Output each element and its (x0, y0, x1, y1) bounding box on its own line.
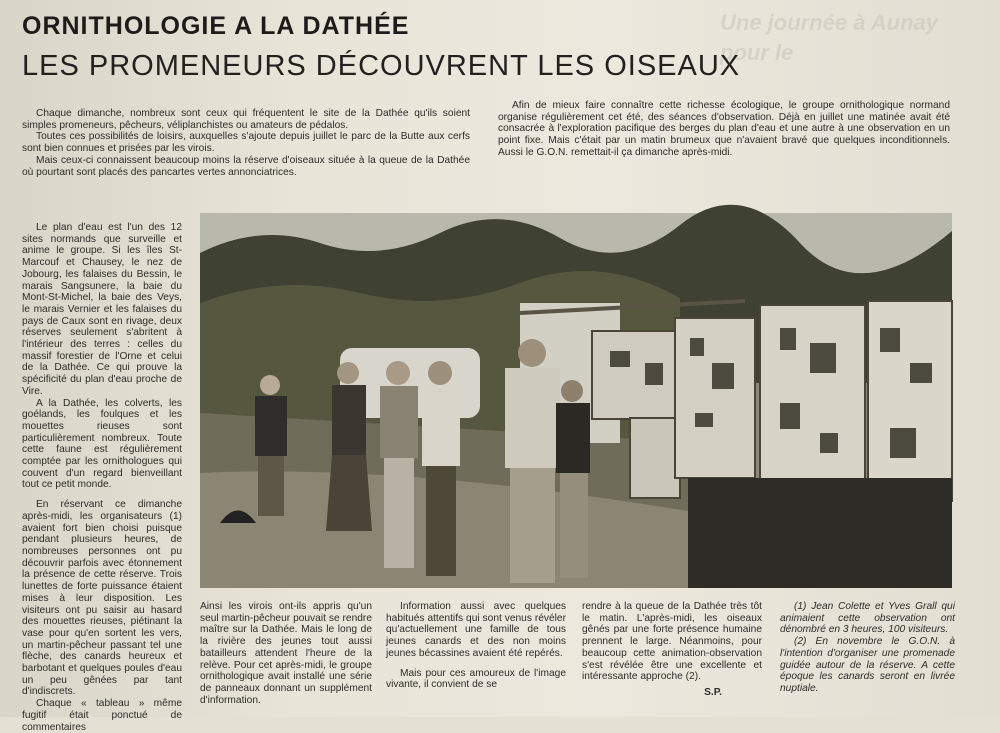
intro-left-column (22, 108, 470, 198)
body-paragraph: Information aussi avec quelques habitués attentifs qui sont venus révéler qu'actuellement une famille de tous jeunes canards et des non moins jeunes bécassines avaient été repérés. (386, 601, 566, 659)
footnote: (1) Jean Colette et Yves Grall qui animaient cette observation ont dénombré en 3 heures, 100 visiteurs. (780, 601, 955, 636)
intro-paragraph: Afin de mieux faire connaître cette richesse écologique, le groupe ornithologique normand organise régulièrement cet été, des séances d'observation. Déjà en juillet une matinée avait été consacrée à l'exploration pacifique des berges du plan d'eau et une autre à une observation en un point fixe. Mais c'était par un matin brumeux que n'avaient bravé que quelques inconditionnels. Aussi le G.O.N. remettait-il ça dimanche après-midi. (498, 100, 950, 158)
body-paragraph: En réservant ce dimanche après-midi, les organisateurs (1) avaient fort bien choisi puisque pendant plusieurs heures, de nombreuses personnes ont pu découvrir parfois avec étonnement la présence de cette réserve. Trois lunettes de forte puissance étaient mises à leur disposition. Les visiteurs ont pu saisir au hasard des mouettes rieuses, piétinant la vase pour qu'en sortent les vers, un martin-pêcheur passant tel une flèche, des canards heureux et barbotant et quelques poules d'eau un peu gênées par tant d'indiscrets. (22, 499, 182, 698)
body-paragraph: Chaque « tableau » même fugitif était ponctué de commentaires (22, 698, 182, 733)
left-body-column (22, 222, 182, 733)
body-paragraph: rendre à la queue de la Dathée très tôt le matin. L'après-midi, les oiseaux gênés par une forte présence humaine prennent le large. Néanmoins, pour beaucoup cette animation-observation s'est révélée être une excellente et intéressante approche (2). (582, 601, 762, 683)
footnotes-column (780, 601, 955, 713)
photo-illustration (200, 213, 952, 588)
kicker-title: ORNITHOLOGIE A LA DATHÉE (22, 12, 410, 40)
intro-paragraph: Chaque dimanche, nombreux sont ceux qui fréquentent le site de la Dathée qu'ils soient simples promeneurs, pêcheurs, véliplanchistes ou amateurs de pédalos. (22, 108, 470, 131)
bottom-column-1 (200, 601, 372, 713)
body-paragraph: Ainsi les virois ont-ils appris qu'un seul martin-pêcheur pouvait se rendre maître sur la Dathée. Mais le long de la rivière des jeunes tout aussi batailleurs attendent l'heure de la relève. Pour cet après-midi, le groupe ornithologique avait installé une série de panneaux donnant un supplément d'information. (200, 601, 372, 706)
bottom-column-2 (386, 601, 566, 713)
body-paragraph: Le plan d'eau est l'un des 12 sites normands que surveille et anime le groupe. Si les îles St-Marcouf et Chausey, le nez de Jobourg, les falaises du Bessin, le marais Sangsunere, la baie du Mont-St-Michel, la baie des Veys, le marais Vernier et les falaises du pays de Caux sont en rivage, deux réserves seulement s'abritent à l'intérieur des terres : celles du massif forestier de l'Orne et celui de la Dathée. Ce qui prouve la spécificité du plan d'eau proche de Vire. (22, 222, 182, 397)
footnote: (2) En novembre le G.O.N. à l'intention d'organiser une promenade guidée autour de la réserve. A cette époque les canards seront en livrée nuptiale. (780, 636, 955, 694)
intro-paragraph: Mais ceux-ci connaissent beaucoup moins la réserve d'oiseaux située à la queue de la Dathée où pourtant sont placés des pancartes vertes annonciatrices. (22, 154, 470, 178)
bottom-column-3 (582, 601, 762, 713)
body-paragraph: A la Dathée, les colverts, les goélands, les foulques et les mouettes rieuses sont particulièrement nombreux. Toute cette faune est régulièrement comptée par les ornithologues qui couvent d'un regard bienveillant tout ce petit monde. (22, 397, 182, 491)
event-photo (200, 213, 952, 588)
bleed-through-text: Une journée à Aunay pour le (720, 10, 939, 65)
body-paragraph: Mais pour ces amoureux de l'image vivante, il convient de se (386, 667, 566, 691)
headline: LES PROMENEURS DÉCOUVRENT LES OISEAUX (22, 50, 741, 82)
author-signature: S.P. (704, 686, 722, 698)
intro-paragraph: Toutes ces possibilités de loisirs, auxquelles s'ajoute depuis juillet le parc de la Butte aux cerfs sont bien connues et prisées par les virois. (22, 131, 470, 155)
intro-right-column (498, 100, 950, 190)
